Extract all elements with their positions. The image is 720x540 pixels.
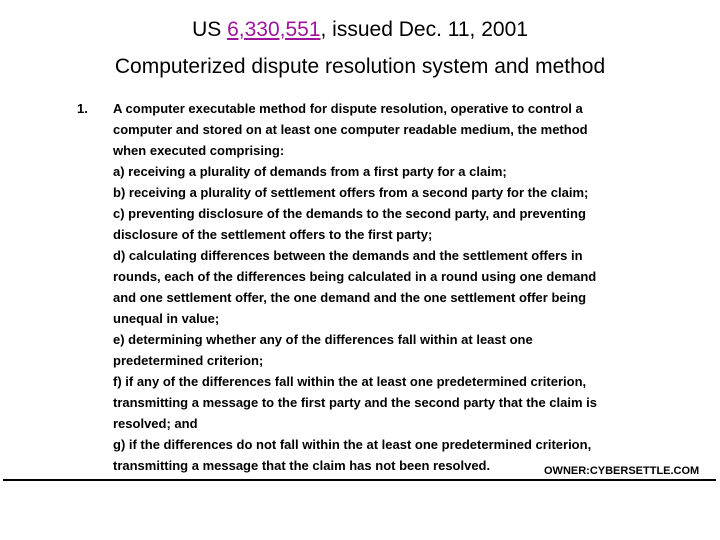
claim-line: when executed comprising:	[113, 143, 285, 158]
patent-header	[0, 17, 720, 43]
claim-line: unequal in value;	[113, 311, 220, 326]
patent-title: Computerized dispute resolution system and method	[114, 55, 606, 78]
claim-line: disclosure of the settlement offers to the first party;	[113, 227, 433, 242]
claim-line: transmitting a message that the claim has not been resolved.	[113, 458, 491, 473]
claim-line: e) determining whether any of the differences fall within at least one	[113, 332, 533, 347]
claim-line: d) calculating differences between the demands and the settlement offers in	[113, 248, 583, 263]
claim-line: b) receiving a plurality of settlement offers from a second party for the claim;	[113, 185, 589, 200]
claim-line: computer and stored on at least one computer readable medium, the method	[113, 122, 588, 137]
claim-text	[113, 98, 653, 476]
claim-line: A computer executable method for dispute resolution, operative to control a	[113, 101, 583, 116]
claim-line: predetermined criterion;	[113, 353, 264, 368]
claim-line: c) preventing disclosure of the demands to the second party, and preventing	[113, 206, 586, 221]
patent-number-link[interactable]: 6,330,551	[227, 18, 321, 41]
claim-number: 1.	[77, 101, 88, 116]
patent-prefix: US	[192, 18, 228, 41]
claim-line: and one settlement offer, the one demand and the one settlement offer being	[113, 290, 587, 305]
claim-line: rounds, each of the differences being calculated in a round using one demand	[113, 269, 597, 284]
owner-label: OWNER:CYBERSETTLE.COM	[544, 465, 700, 477]
claim-line: a) receiving a plurality of demands from a first party for a claim;	[113, 164, 507, 179]
claim-line: f) if any of the differences fall within the at least one predetermined criterion,	[113, 374, 587, 389]
bottom-rule	[3, 479, 716, 481]
claim-line: g) if the differences do not fall within the at least one predetermined criterion,	[113, 437, 592, 452]
patent-issue-date: , issued Dec. 11, 2001	[320, 18, 528, 41]
claim-line: transmitting a message to the first party and the second party that the claim is	[113, 395, 598, 410]
claim-line: resolved; and	[113, 416, 198, 431]
